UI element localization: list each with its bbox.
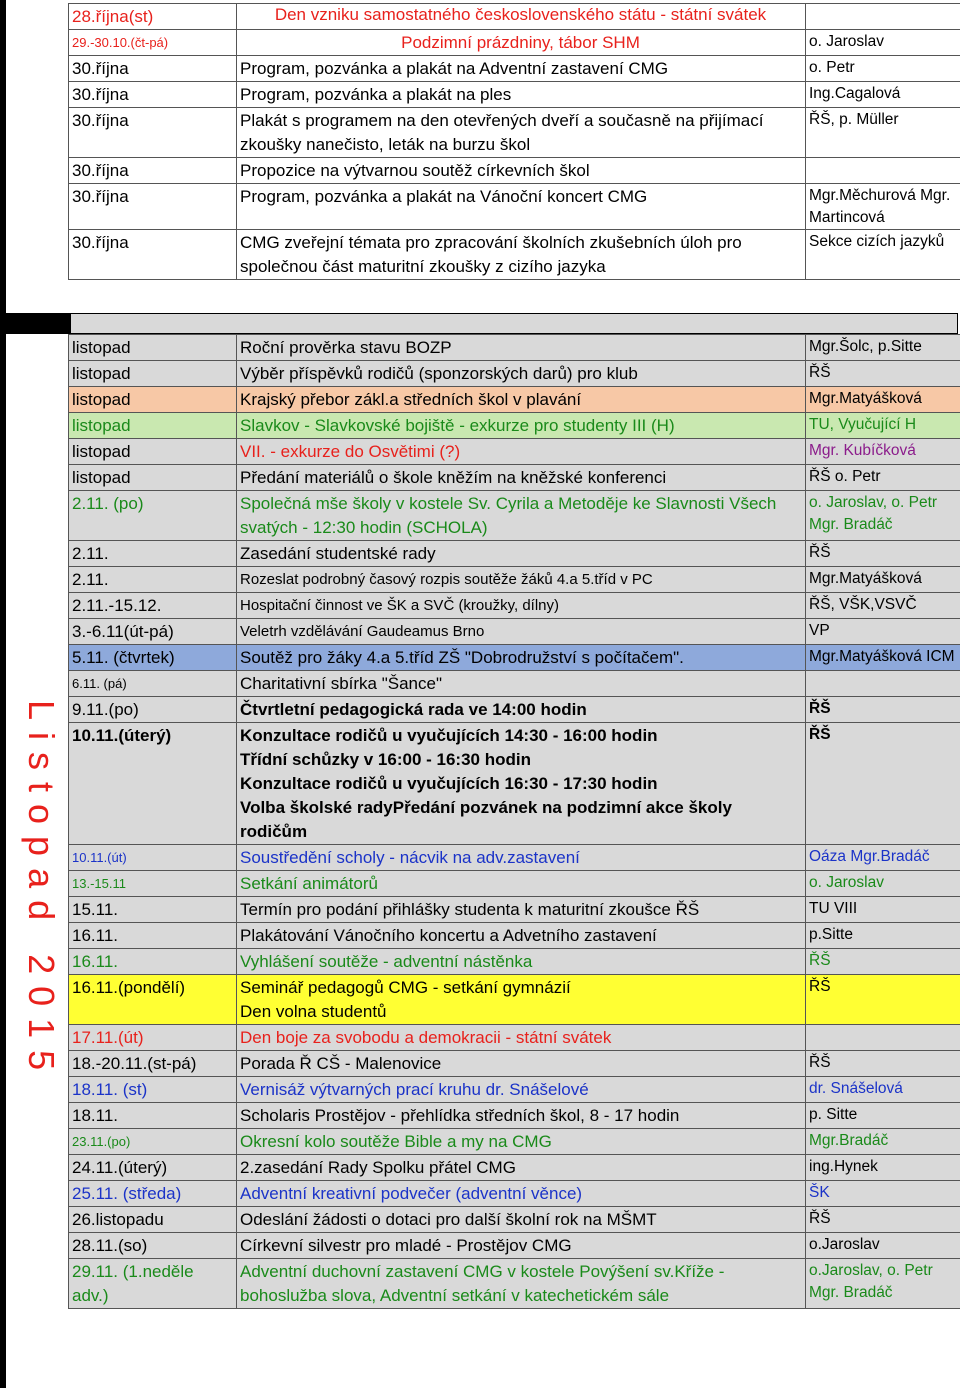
schedule-row xyxy=(69,30,960,56)
schedule-table xyxy=(68,3,960,280)
row-event: Plakát s programem na den otevřených dveří a současně na přijímací zkoušky nanečisto, leták na burzu škol xyxy=(237,108,806,158)
row-responsible: ŘŠ xyxy=(806,697,960,723)
row-event: Adventní duchovní zastavení CMG v kostele Povýšení sv.Kříže - bohoslužba slova, Adventní setkání v katechetickém sále xyxy=(237,1259,806,1309)
row-date: 29.-30.10.(čt-pá) xyxy=(69,30,237,56)
row-responsible xyxy=(806,1025,960,1051)
section-separator-bar xyxy=(70,313,958,334)
schedule-row xyxy=(69,387,960,413)
schedule-row xyxy=(69,1077,960,1103)
november-table xyxy=(68,334,960,1309)
row-event: Den vzniku samostatného československého státu - státní svátek xyxy=(237,4,806,30)
row-event: Společná mše školy v kostele Sv. Cyrila a Metoděje ke Slavnosti Všech svatých - 12:30 hodin (SCHOLA) xyxy=(237,491,806,541)
row-event: Předání materiálů o škole kněžím na kněžské konferenci xyxy=(237,465,806,491)
row-date: 30.října xyxy=(69,158,237,184)
row-responsible: ŘŠ xyxy=(806,949,960,975)
row-responsible xyxy=(806,671,960,697)
row-date: 28.října(st) xyxy=(69,4,237,30)
schedule-row xyxy=(69,619,960,645)
row-event: Čtvrtletní pedagogická rada ve 14:00 hodin xyxy=(237,697,806,723)
event-line: Třídní schůzky v 16:00 - 16:30 hodin xyxy=(240,750,531,769)
schedule-row xyxy=(69,567,960,593)
row-date: 18.-20.11.(st-pá) xyxy=(69,1051,237,1077)
row-event: Roční prověrka stavu BOZP xyxy=(237,335,806,361)
row-date: listopad xyxy=(69,335,237,361)
schedule-row xyxy=(69,1129,960,1155)
row-date: 23.11.(po) xyxy=(69,1129,237,1155)
schedule-row xyxy=(69,439,960,465)
schedule-row xyxy=(69,1207,960,1233)
row-responsible: ŘŠ xyxy=(806,1207,960,1233)
row-event: Církevní silvestr pro mladé - Prostějov CMG xyxy=(237,1233,806,1259)
schedule-row xyxy=(69,1103,960,1129)
row-event: Program, pozvánka a plakát na Vánoční koncert CMG xyxy=(237,184,806,230)
month-label: Listopad 2015 xyxy=(21,700,62,1083)
schedule-row xyxy=(69,1259,960,1309)
row-date: 3.-6.11(út-pá) xyxy=(69,619,237,645)
row-responsible: Sekce cizích jazyků xyxy=(806,230,960,280)
row-event xyxy=(237,975,806,1025)
row-event: Okresní kolo soutěže Bible a my na CMG xyxy=(237,1129,806,1155)
row-responsible: ŘŠ xyxy=(806,975,960,1025)
row-event: Rozeslat podrobný časový rozpis soutěže žáků 4.a 5.tříd v PC xyxy=(237,567,806,593)
row-date: 2.11. (po) xyxy=(69,491,237,541)
row-event: Program, pozvánka a plakát na ples xyxy=(237,82,806,108)
schedule-row xyxy=(69,541,960,567)
row-responsible xyxy=(806,4,960,30)
row-event: Propozice na výtvarnou soutěž církevních škol xyxy=(237,158,806,184)
row-event: Zasedání studentské rady xyxy=(237,541,806,567)
event-line: Konzultace rodičů u vyučujících 14:30 - 16:00 hodin xyxy=(240,726,658,745)
row-responsible: ŠK xyxy=(806,1181,960,1207)
row-responsible: TU, Vyučující H xyxy=(806,413,960,439)
row-responsible: Mgr. Kubíčková xyxy=(806,439,960,465)
schedule-row xyxy=(69,82,960,108)
row-event: Soutěž pro žáky 4.a 5.tříd ZŠ "Dobrodružství s počítačem". xyxy=(237,645,806,671)
schedule-row xyxy=(69,158,960,184)
row-event: Den boje za svobodu a demokracii - státní svátek xyxy=(237,1025,806,1051)
schedule-row xyxy=(69,230,960,280)
schedule-row xyxy=(69,671,960,697)
row-event: Soustředění scholy - nácvik na adv.zastavení xyxy=(237,845,806,871)
row-event: Výběr příspěvků rodičů (sponzorských darů) pro klub xyxy=(237,361,806,387)
row-date: 18.11. xyxy=(69,1103,237,1129)
row-responsible: ŘŠ, VŠK,VSVČ xyxy=(806,593,960,619)
row-event: Scholaris Prostějov - přehlídka středních škol, 8 - 17 hodin xyxy=(237,1103,806,1129)
row-event: Charitativní sbírka "Šance" xyxy=(237,671,806,697)
row-date: 30.října xyxy=(69,82,237,108)
event-line: Volba školské radyPředání pozvánek na podzimní akce školy rodičům xyxy=(240,798,732,841)
october-rows xyxy=(69,4,960,280)
schedule-row xyxy=(69,871,960,897)
row-responsible: Ing.Cagalová xyxy=(806,82,960,108)
schedule-row xyxy=(69,184,960,230)
row-responsible: TU VIII xyxy=(806,897,960,923)
section-separator xyxy=(0,313,70,334)
row-date: 2.11. xyxy=(69,541,237,567)
row-event: Podzimní prázdniny, tábor SHM xyxy=(237,30,806,56)
schedule-row xyxy=(69,1233,960,1259)
row-date: 29.11. (1.neděle adv.) xyxy=(69,1259,237,1309)
row-date: 16.11. xyxy=(69,923,237,949)
row-date: 6.11. (pá) xyxy=(69,671,237,697)
row-event: Vernisáž výtvarných prací kruhu dr. Snášelové xyxy=(237,1077,806,1103)
schedule-row xyxy=(69,845,960,871)
schedule-row xyxy=(69,491,960,541)
row-date: 30.října xyxy=(69,56,237,82)
row-responsible: p.Sitte xyxy=(806,923,960,949)
row-event: Hospitační činnost ve ŠK a SVČ (kroužky, dílny) xyxy=(237,593,806,619)
row-responsible: o. Jaroslav xyxy=(806,30,960,56)
row-responsible: Mgr.Bradáč xyxy=(806,1129,960,1155)
month-sidebar xyxy=(0,0,60,1388)
schedule-row xyxy=(69,1155,960,1181)
row-event xyxy=(237,723,806,845)
schedule-row xyxy=(69,949,960,975)
row-date: 24.11.(úterý) xyxy=(69,1155,237,1181)
row-date: listopad xyxy=(69,413,237,439)
schedule-row xyxy=(69,975,960,1025)
schedule-row xyxy=(69,923,960,949)
row-responsible: ŘŠ xyxy=(806,361,960,387)
row-event: Adventní kreativní podvečer (adventní věnce) xyxy=(237,1181,806,1207)
row-event: Odeslání žádosti o dotaci pro další školní rok na MŠMT xyxy=(237,1207,806,1233)
schedule-row xyxy=(69,723,960,845)
row-date: 16.11.(pondělí) xyxy=(69,975,237,1025)
row-responsible xyxy=(806,158,960,184)
row-date: 28.11.(so) xyxy=(69,1233,237,1259)
schedule-row xyxy=(69,593,960,619)
row-responsible: o.Jaroslav xyxy=(806,1233,960,1259)
row-event: Veletrh vzdělávání Gaudeamus Brno xyxy=(237,619,806,645)
row-responsible: dr. Snášelová xyxy=(806,1077,960,1103)
row-event: 2.zasedání Rady Spolku přátel CMG xyxy=(237,1155,806,1181)
schedule-row xyxy=(69,697,960,723)
row-date: 5.11. (čtvrtek) xyxy=(69,645,237,671)
row-date: 17.11.(út) xyxy=(69,1025,237,1051)
row-event: Slavkov - Slavkovské bojiště - exkurze pro studenty III (H) xyxy=(237,413,806,439)
row-event: Krajský přebor zákl.a středních škol v plavání xyxy=(237,387,806,413)
row-responsible: o.Jaroslav, o. Petr Mgr. Bradáč xyxy=(806,1259,960,1309)
row-responsible: Mgr.Matyášková ICM xyxy=(806,645,960,671)
row-responsible: ŘŠ, p. Müller xyxy=(806,108,960,158)
schedule-row xyxy=(69,361,960,387)
row-date: 13.-15.11 xyxy=(69,871,237,897)
row-date: 2.11.-15.12. xyxy=(69,593,237,619)
row-responsible: ŘŠ xyxy=(806,1051,960,1077)
row-date: listopad xyxy=(69,387,237,413)
schedule-row xyxy=(69,465,960,491)
row-responsible: ing.Hynek xyxy=(806,1155,960,1181)
event-line: Seminář pedagogů CMG - setkání gymnázií xyxy=(240,978,571,997)
row-date: 25.11. (středa) xyxy=(69,1181,237,1207)
row-responsible: Mgr.Šolc, p.Sitte xyxy=(806,335,960,361)
schedule-row xyxy=(69,413,960,439)
row-responsible: ŘŠ xyxy=(806,723,960,845)
schedule-row xyxy=(69,645,960,671)
schedule-row xyxy=(69,108,960,158)
row-date: 30.října xyxy=(69,108,237,158)
row-date: 30.října xyxy=(69,184,237,230)
row-responsible: Mgr.Měchurová Mgr. Martincová xyxy=(806,184,960,230)
row-date: listopad xyxy=(69,361,237,387)
row-event: Vyhlášení soutěže - adventní nástěnka xyxy=(237,949,806,975)
row-responsible: o. Petr xyxy=(806,56,960,82)
row-date: 10.11.(út) xyxy=(69,845,237,871)
row-responsible: o. Jaroslav xyxy=(806,871,960,897)
row-responsible: Mgr.Matyášková xyxy=(806,567,960,593)
row-responsible: ŘŠ o. Petr xyxy=(806,465,960,491)
row-responsible: p. Sitte xyxy=(806,1103,960,1129)
row-responsible: Mgr.Matyášková xyxy=(806,387,960,413)
event-line: Konzultace rodičů u vyučujících 16:30 - 17:30 hodin xyxy=(240,774,658,793)
row-date: 18.11. (st) xyxy=(69,1077,237,1103)
row-date: listopad xyxy=(69,465,237,491)
schedule-row xyxy=(69,1181,960,1207)
row-event: Setkání animátorů xyxy=(237,871,806,897)
schedule-row xyxy=(69,335,960,361)
row-event: Porada Ř CŠ - Malenovice xyxy=(237,1051,806,1077)
row-responsible: ŘŠ xyxy=(806,541,960,567)
row-event: Plakátování Vánočního koncertu a Advetního zastavení xyxy=(237,923,806,949)
schedule-row xyxy=(69,1051,960,1077)
row-event: Program, pozvánka a plakát na Adventní zastavení CMG xyxy=(237,56,806,82)
row-responsible: Oáza Mgr.Bradáč xyxy=(806,845,960,871)
row-event: VII. - exkurze do Osvětimi (?) xyxy=(237,439,806,465)
row-date: 16.11. xyxy=(69,949,237,975)
november-rows xyxy=(69,335,960,1309)
row-date: 26.listopadu xyxy=(69,1207,237,1233)
schedule-row xyxy=(69,1025,960,1051)
row-event: CMG zveřejní témata pro zpracování školních zkušebních úloh pro společnou část maturitní zkoušky z cizího jazyka xyxy=(237,230,806,280)
row-date: 30.října xyxy=(69,230,237,280)
schedule-row xyxy=(69,56,960,82)
event-line: Den volna studentů xyxy=(240,1002,387,1021)
row-date: listopad xyxy=(69,439,237,465)
row-responsible: VP xyxy=(806,619,960,645)
sidebar-edge xyxy=(0,0,6,1388)
schedule-row xyxy=(69,4,960,30)
row-date: 15.11. xyxy=(69,897,237,923)
schedule-row xyxy=(69,897,960,923)
row-responsible: o. Jaroslav, o. Petr Mgr. Bradáč xyxy=(806,491,960,541)
row-date: 10.11.(úterý) xyxy=(69,723,237,845)
row-date: 9.11.(po) xyxy=(69,697,237,723)
row-event: Termín pro podání přihlášky studenta k maturitní zkoušce ŘŠ xyxy=(237,897,806,923)
row-date: 2.11. xyxy=(69,567,237,593)
